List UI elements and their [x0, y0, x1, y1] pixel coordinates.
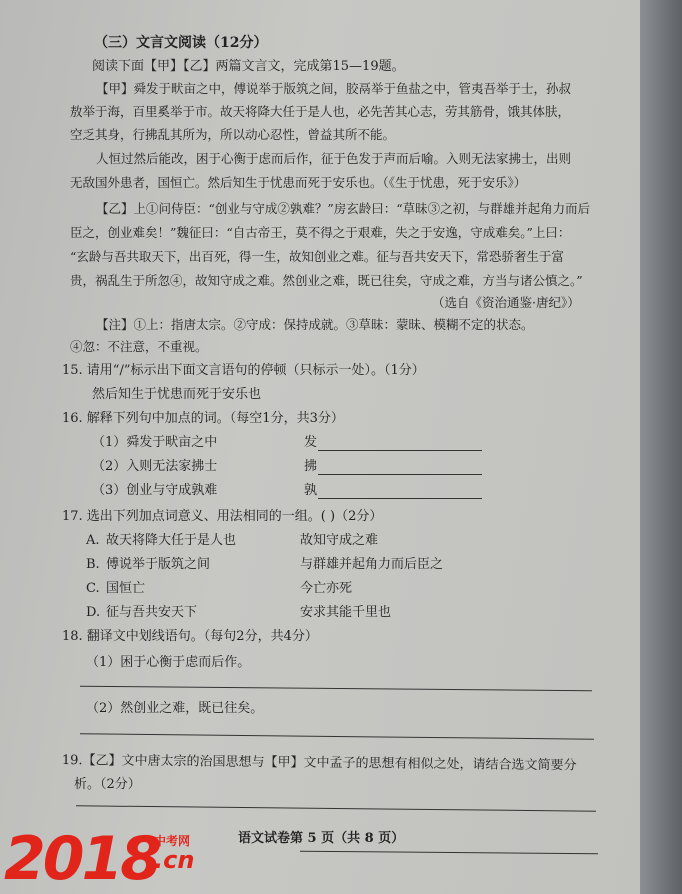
q19-stem-line-2: 析。（2分）	[74, 777, 141, 792]
q17-option-b-label[interactable]: B.	[86, 557, 100, 572]
q17-option-d-left: 征与吾共安天下	[106, 605, 198, 620]
watermark-small-text: 中考网	[154, 834, 191, 848]
q16-item-3: （3）创业与守成孰难	[92, 483, 218, 498]
section-title: （三）文言文阅读（12分）	[94, 35, 268, 51]
watermark-domain: .cn	[154, 846, 195, 874]
q16-word-1: 发	[304, 435, 318, 450]
page-edge-shadow	[640, 0, 682, 894]
q18-answer-line-1[interactable]	[80, 686, 592, 691]
passage-yi-line-2: 臣之，创业难矣！”魏征曰：“自古帝王，莫不得之于艰难，失之于安逸，守成难矣。”上曰：	[70, 225, 571, 240]
q17-option-d-right: 安求其能千里也	[300, 605, 392, 620]
q17-option-c-right: 今亡亦死	[300, 581, 353, 596]
q18-item-2: （2）然创业之难，既已往矣。	[86, 701, 264, 716]
instruction: 阅读下面【甲】【乙】两篇文言文，完成第15—19题。	[92, 59, 405, 74]
passage-yi-line-4: 贵，祸乱生于所忽④，故知守成之难。然创业之难，既已往矣，守成之难，方当与诸公慎之。”	[70, 273, 583, 288]
page-footer: 语文试卷第 5 页（共 8 页）	[238, 831, 405, 846]
q18-item-1: （1）困于心衡于虑而后作。	[86, 655, 251, 670]
q17-option-a-label[interactable]: A.	[86, 533, 100, 548]
passage-source: （选自《资治通鉴·唐纪》）	[432, 295, 580, 310]
q18-stem: 18. 翻译文中划线语句。（每句2分，共4分）	[62, 629, 318, 644]
passage-jia-line-4: 人恒过然后能改，困于心衡于虑而后作，征于色发于声而后喻。入则无法家拂士，出则	[96, 151, 572, 166]
q16-word-3: 孰	[304, 483, 318, 498]
q16-word-2: 拂	[304, 459, 318, 474]
q17-option-b-left: 傅说举于版筑之间	[106, 557, 211, 572]
q17-option-b-right: 与群雄并起角力而后臣之	[300, 557, 444, 572]
q15-stem: 15. 请用“/”标示出下面文言语句的停顿（只标示一处）。（1分）	[62, 363, 425, 378]
q16-item-1: （1）舜发于畎亩之中	[92, 435, 218, 450]
q15-sentence: 然后知生于忧患而死于安乐也	[92, 387, 262, 402]
q17-option-d-label[interactable]: D.	[86, 605, 101, 620]
q16-item-2: （2）入则无法家拂士	[92, 459, 218, 474]
q19-stem-line-1: 19.【乙】文中唐太宗的治国思想与【甲】文中孟子的思想有相似之处，请结合选文简要分	[61, 752, 577, 774]
q17-option-c-label[interactable]: C.	[86, 581, 100, 596]
q17-option-a-left: 故天将降大任于是人也	[106, 533, 237, 548]
passage-yi-line-1: 【乙】上①问侍臣：“创业与守成②孰难？”房玄龄曰：“草昧③之初，与群雄并起角力而后	[96, 201, 591, 216]
q19-answer-line-2[interactable]	[300, 851, 598, 855]
passage-jia-line-5: 无敌国外患者，国恒亡。然后知生于忧患而死于安乐也。（《生于忧患，死于安乐》）	[70, 175, 527, 190]
q16-answer-blank-3[interactable]	[318, 498, 482, 499]
passage-yi-line-3: “玄龄与吾共取天下，出百死，得一生，故知创业之难。征与吾共安天下，常恐骄奢生于富	[70, 249, 564, 264]
q18-answer-line-2[interactable]	[80, 733, 594, 739]
passage-jia-line-1: 【甲】舜发于畎亩之中，傅说举于版筑之间，胶鬲举于鱼盐之中，管夷吾举于士，孙叔	[96, 81, 572, 96]
q19-answer-line-1[interactable]	[76, 805, 596, 811]
q17-stem: 17. 选出下列加点词意义、用法相同的一组。( )（2分）	[62, 509, 383, 524]
watermark-number: 2018	[4, 824, 159, 894]
site-watermark-logo	[4, 826, 224, 892]
notes-line-1: 【注】①上：指唐太宗。②守成：保持成就。③草昧：蒙昧、模糊不定的状态。	[96, 317, 534, 332]
passage-jia-line-3: 空乏其身，行拂乱其所为，所以动心忍性，曾益其所不能。	[70, 127, 396, 142]
q17-option-c-left: 国恒亡	[106, 581, 146, 596]
notes-line-2: ④忽：不注意，不重视。	[70, 339, 208, 354]
q17-option-a-right: 故知守成之难	[300, 533, 379, 548]
q16-answer-blank-2[interactable]	[318, 474, 482, 475]
passage-jia-line-2: 敖举于海，百里奚举于市。故天将降大任于是人也，必先苦其心志，劳其筋骨，饿其体肤，	[70, 104, 571, 119]
q16-stem: 16. 解释下列句中加点的词。（每空1分，共3分）	[62, 411, 344, 426]
q16-answer-blank-1[interactable]	[318, 450, 482, 451]
